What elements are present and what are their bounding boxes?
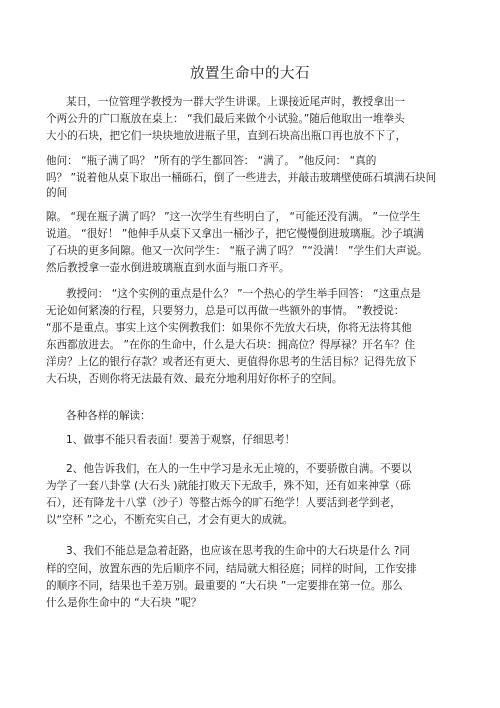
- lesson-line: 东西都放进去。 ”在你的生命中，什么是大石块：拥高位？得厚禄？开名车？住: [46, 339, 416, 351]
- point-2-line: 石），还有降龙十八掌（沙子）等整古烁今的旷石绝学！人要活到老学到老，: [46, 497, 401, 509]
- point-3-line: 什么是你生命中的 “大石块 ”呢？: [46, 597, 202, 609]
- point-2-line: 以“空杯 ”之心，不断充实自己，才会有更大的成就。: [46, 514, 294, 526]
- story-line: 了石块的更多间隙。他又一次问学生： “瓶子满了吗？ ”“没满！ ”学生们大声说。: [46, 245, 428, 257]
- point-3-line: 3、我们不能总是急着赶路，也应该在思考我的生命中的大石块是什么 ?同: [66, 545, 411, 557]
- lesson-line: 大石块，否则你将无法最有效、最充分地利用好你杯子的空间。: [46, 373, 343, 385]
- story-line: 大小的石块，把它们一块块地放进瓶子里，直到石块高出瓶口再也放不下了，: [46, 130, 407, 142]
- lesson-line: 洋房？上亿的银行存款？或者还有更大、更值得你思考的生活目标？记得先放下: [46, 356, 417, 368]
- point-1: 1、做事不能只看表面！要善于观察，仔细思考！: [66, 434, 296, 446]
- story-line: 然后教授拿一壶水倒进玻璃瓶直到水面与瓶口齐平。: [46, 262, 290, 274]
- point-2-line: 2、他告诉我们，在人的一生中学习是永无止境的，不要骄傲自满。不要以: [66, 463, 412, 475]
- point-2-line: 为学了一套八卦掌 (大石头 )就能打败天下无敌手，殊不知，还有如来神掌（砾: [46, 480, 411, 492]
- story-line: 个两公升的广口瓶放在桌上： “我们最后来做个小试验。”随后他取出一堆拳头: [46, 113, 405, 125]
- point-3-line: 的顺序不同，结果也千差万别。最重要的 “大石块 ”一定要排在第一位。那么: [46, 580, 403, 592]
- page-title: 放置生命中的大石: [190, 66, 310, 82]
- story-line: 隙。 “现在瓶子满了吗？ ”这一次学生有些明白了， “可能还没有满。 ”一位学生: [46, 211, 421, 223]
- section-heading: 各种各样的解读：: [66, 410, 151, 422]
- story-line: 吗？ ”说着他从桌下取出一桶砾石，倒了一些进去，并敲击玻璃壁使砾石填满石块间: [46, 172, 437, 184]
- lesson-line: 教授问： “这个实例的重点是什么？ ”一个热心的学生举手回答： “这重点是: [66, 288, 421, 300]
- lesson-line: 无论如何紧凑的行程，只要努力，总是可以再做一些额外的事情。 ”教授说：: [46, 305, 405, 317]
- story-line: 某日，一位管理学教授为一群大学生讲课。上课接近尾声时，教授拿出一: [66, 96, 405, 108]
- story-line: 说道。 “很好！ ”他伸手从桌下又拿出一桶沙子，把它慢慢倒进玻璃瓶。沙子填满: [46, 228, 424, 240]
- point-3-line: 样的空间，放置东西的先后顺序不同，结局就大相径庭；同样的时间，工作安排: [46, 563, 417, 575]
- story-line: 的间: [46, 187, 68, 199]
- lesson-line: “那不是重点。事实上这个实例教我们：如果你不先放大石块，你将无法将其他: [46, 322, 412, 334]
- story-line: 他问： “瓶子满了吗？ ”所有的学生都回答： “满了。 ”他反问： “真的: [46, 155, 377, 167]
